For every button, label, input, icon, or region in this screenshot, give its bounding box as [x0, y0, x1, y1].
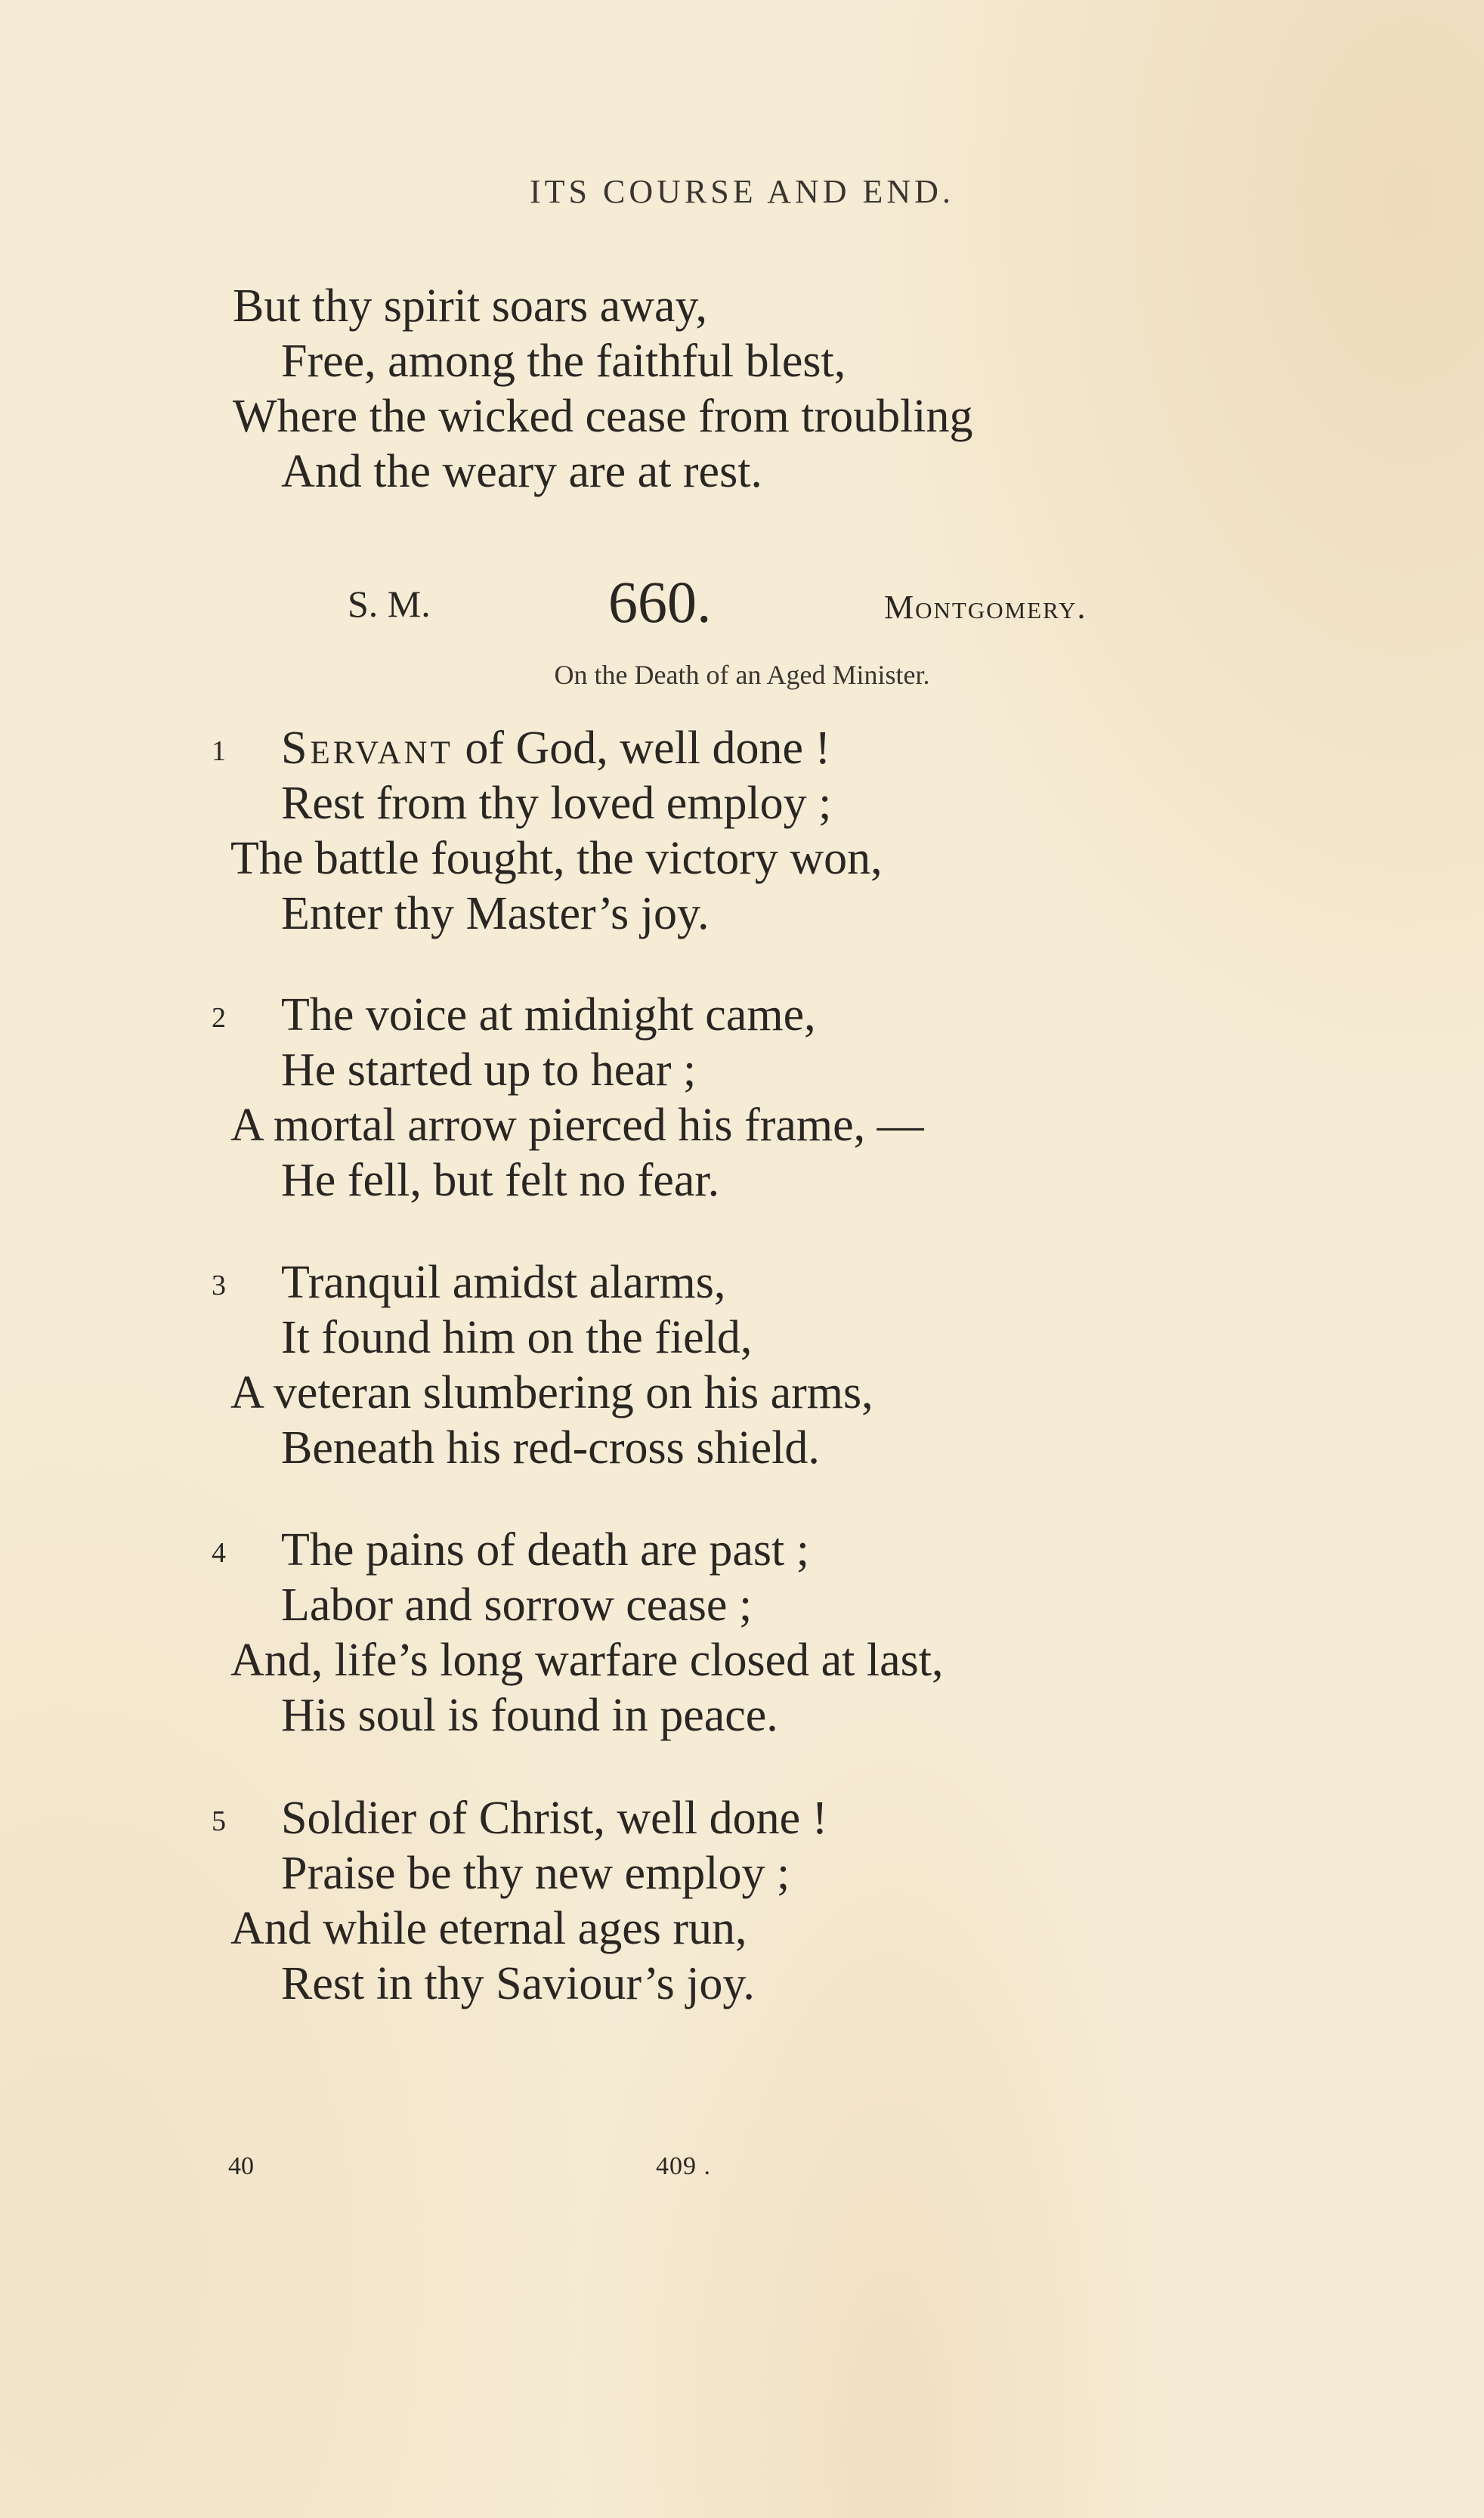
stanza-number: 1 [212, 735, 226, 767]
stanza-line: The battle fought, the victory won, [230, 833, 883, 884]
hymn-number: 660. [608, 569, 712, 635]
stanza-number: 3 [212, 1270, 226, 1301]
stanza-first-line [281, 722, 830, 775]
continuation-line: And the weary are at rest. [281, 446, 762, 497]
stanza-line: He fell, but felt no fear. [281, 1155, 720, 1206]
hymn-subtitle: On the Death of an Aged Minister. [554, 660, 930, 690]
stanza-first-line: The pains of death are past ; [281, 1524, 809, 1576]
stanza-line: A mortal arrow pierced his frame, — [230, 1100, 924, 1151]
stanza-line: Rest from thy loved employ ; [281, 778, 832, 829]
stanza-first-line-rest: of God, well done ! [453, 722, 831, 774]
stanza-number: 4 [212, 1537, 226, 1569]
stanza-first-line: Soldier of Christ, well done ! [281, 1793, 828, 1844]
stanza-line: And, life’s long warfare closed at last, [230, 1635, 944, 1686]
stanza-line: A veteran slumbering on his arms, [230, 1367, 873, 1418]
stanza-line: Enter thy Master’s joy. [281, 888, 710, 939]
stanza-line: Rest in thy Saviour’s joy. [281, 1958, 755, 2009]
stanza-line: And while eternal ages run, [230, 1903, 747, 1954]
stanza-first-word: Servant [281, 722, 453, 774]
page-number: 409 . [656, 2152, 711, 2180]
continuation-line: Where the wicked cease from troubling [233, 391, 973, 442]
stanza-line: His soul is found in peace. [281, 1690, 778, 1741]
running-head: ITS COURSE AND END. [530, 173, 954, 210]
stanza-number: 5 [212, 1805, 226, 1837]
stanza-line: It found him on the field, [281, 1312, 753, 1363]
stanza-line: Praise be thy new employ ; [281, 1848, 790, 1899]
stanza-first-line: Tranquil amidst alarms, [281, 1257, 726, 1308]
signature-mark: 40 [228, 2152, 254, 2180]
hymn-meter: S. M. [348, 583, 431, 625]
continuation-line: Free, among the faithful blest, [281, 336, 846, 387]
stanza-first-line: The voice at midnight came, [281, 989, 816, 1041]
stanza-line: Labor and sorrow cease ; [281, 1579, 753, 1631]
stanza-line: Beneath his red-cross shield. [281, 1422, 820, 1474]
hymn-author: Montgomery. [884, 589, 1087, 626]
stanza-line: He started up to hear ; [281, 1044, 697, 1096]
stanza-number: 2 [212, 1002, 226, 1034]
continuation-line: But thy spirit soars away, [233, 280, 707, 332]
